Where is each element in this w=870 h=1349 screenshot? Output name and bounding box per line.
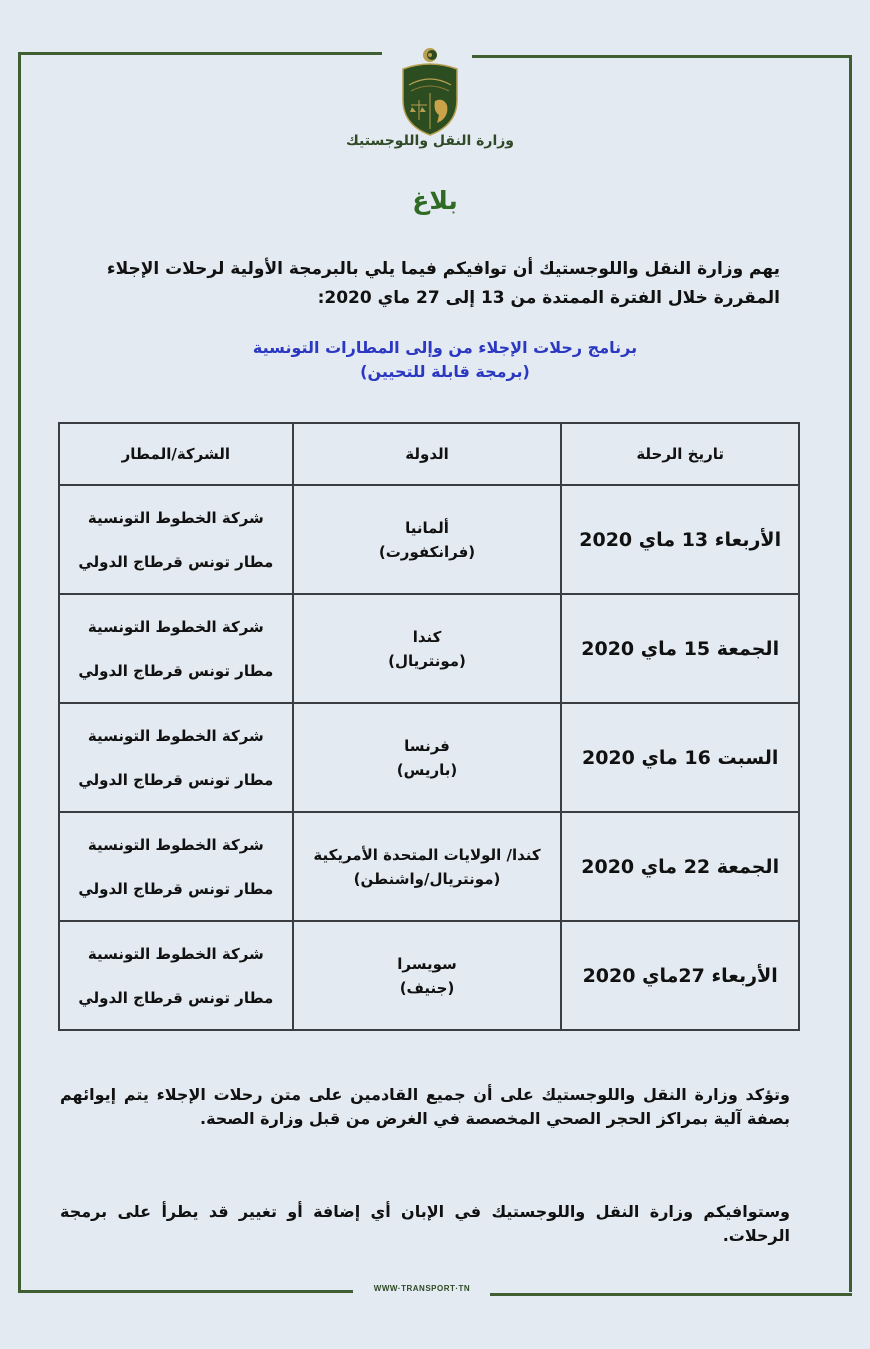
airline-airport-cell	[59, 485, 293, 594]
airport: مطار تونس قرطاج الدولي	[78, 661, 274, 680]
airport: مطار تونس قرطاج الدولي	[78, 770, 274, 789]
airline: شركة الخطوط التونسية	[87, 617, 264, 636]
country: فرنسا	[404, 736, 450, 755]
header-airline-airport: الشركة/المطار	[59, 423, 293, 485]
flight-date: الأربعاء 13 ماي 2020	[561, 485, 799, 594]
flight-date: الجمعة 15 ماي 2020	[561, 594, 799, 703]
schedule-subtitle	[200, 336, 690, 384]
destination-cell	[293, 485, 562, 594]
city: (باريس)	[396, 760, 458, 779]
frame-border-right	[849, 55, 852, 1292]
destination-cell	[293, 812, 562, 921]
airport: مطار تونس قرطاج الدولي	[78, 879, 274, 898]
table-row	[59, 485, 799, 594]
intro-paragraph: يهم وزارة النقل واللوجستيك أن توافيكم فيما يلي بالبرمجة الأولية لرحلات الإجلاء المقررة خلال الفترة الممتدة من 13 إلى 27 ماي 2020:	[106, 259, 780, 308]
airline-airport-cell	[59, 921, 293, 1030]
subtitle-line-2: (برمجة قابلة للتحيين)	[360, 362, 530, 381]
tunisia-coat-of-arms-icon	[395, 45, 465, 140]
airline: شركة الخطوط التونسية	[87, 726, 264, 745]
notice-title: بلاغ	[412, 186, 458, 215]
footer-website: WWW·TRANSPORT·TN	[373, 1284, 471, 1293]
destination-cell	[293, 921, 562, 1030]
flight-schedule-table	[58, 422, 800, 1031]
table-header-row	[59, 423, 799, 485]
airline: شركة الخطوط التونسية	[87, 944, 264, 963]
updates-paragraph: وستوافيكم وزارة النقل واللوجستيك في الإبان أي إضافة أو تغيير قد يطرأ على برمجة الرحلات.	[60, 1202, 790, 1245]
airport: مطار تونس قرطاج الدولي	[78, 552, 274, 571]
table-row	[59, 703, 799, 812]
flight-date: الجمعة 22 ماي 2020	[561, 812, 799, 921]
city: (جنيف)	[399, 978, 455, 997]
airport: مطار تونس قرطاج الدولي	[78, 988, 274, 1007]
destination-cell	[293, 703, 562, 812]
table-row	[59, 921, 799, 1030]
frame-border-left	[18, 52, 21, 1293]
header-flight-date: تاريخ الرحلة	[561, 423, 799, 485]
airline: شركة الخطوط التونسية	[87, 508, 264, 527]
airline: شركة الخطوط التونسية	[87, 835, 264, 854]
header-country: الدولة	[293, 423, 562, 485]
country: سويسرا	[397, 954, 457, 973]
frame-border-top-right	[472, 55, 852, 58]
country: كندا	[412, 627, 442, 646]
city: (مونتريال)	[388, 651, 466, 670]
table-row	[59, 594, 799, 703]
table-row	[59, 812, 799, 921]
airline-airport-cell	[59, 812, 293, 921]
country: ألمانيا	[405, 518, 449, 537]
flight-date: السبت 16 ماي 2020	[561, 703, 799, 812]
city: (فرانكفورت)	[378, 542, 476, 561]
airline-airport-cell	[59, 703, 293, 812]
ministry-name: وزارة النقل واللوجستيك	[345, 133, 515, 149]
subtitle-line-1: برنامج رحلات الإجلاء من وإلى المطارات التونسية	[252, 338, 638, 357]
flight-date: الأربعاء 27ماي 2020	[561, 921, 799, 1030]
city: (مونتريال/واشنطن)	[353, 869, 501, 888]
quarantine-paragraph: وتؤكد وزارة النقل واللوجستيك على أن جميع القادمين على متن رحلات الإجلاء يتم إيوائهم بصفة آلية بمراكز الحجر الصحي المخصصة في الغرض من قبل وزارة الصحة.	[60, 1085, 790, 1128]
destination-cell	[293, 594, 562, 703]
frame-border-bottom-left	[18, 1290, 353, 1293]
frame-border-bottom-right	[490, 1293, 852, 1296]
airline-airport-cell	[59, 594, 293, 703]
country: كندا/ الولايات المتحدة الأمريكية	[313, 845, 541, 864]
frame-border-top-left	[18, 52, 382, 55]
